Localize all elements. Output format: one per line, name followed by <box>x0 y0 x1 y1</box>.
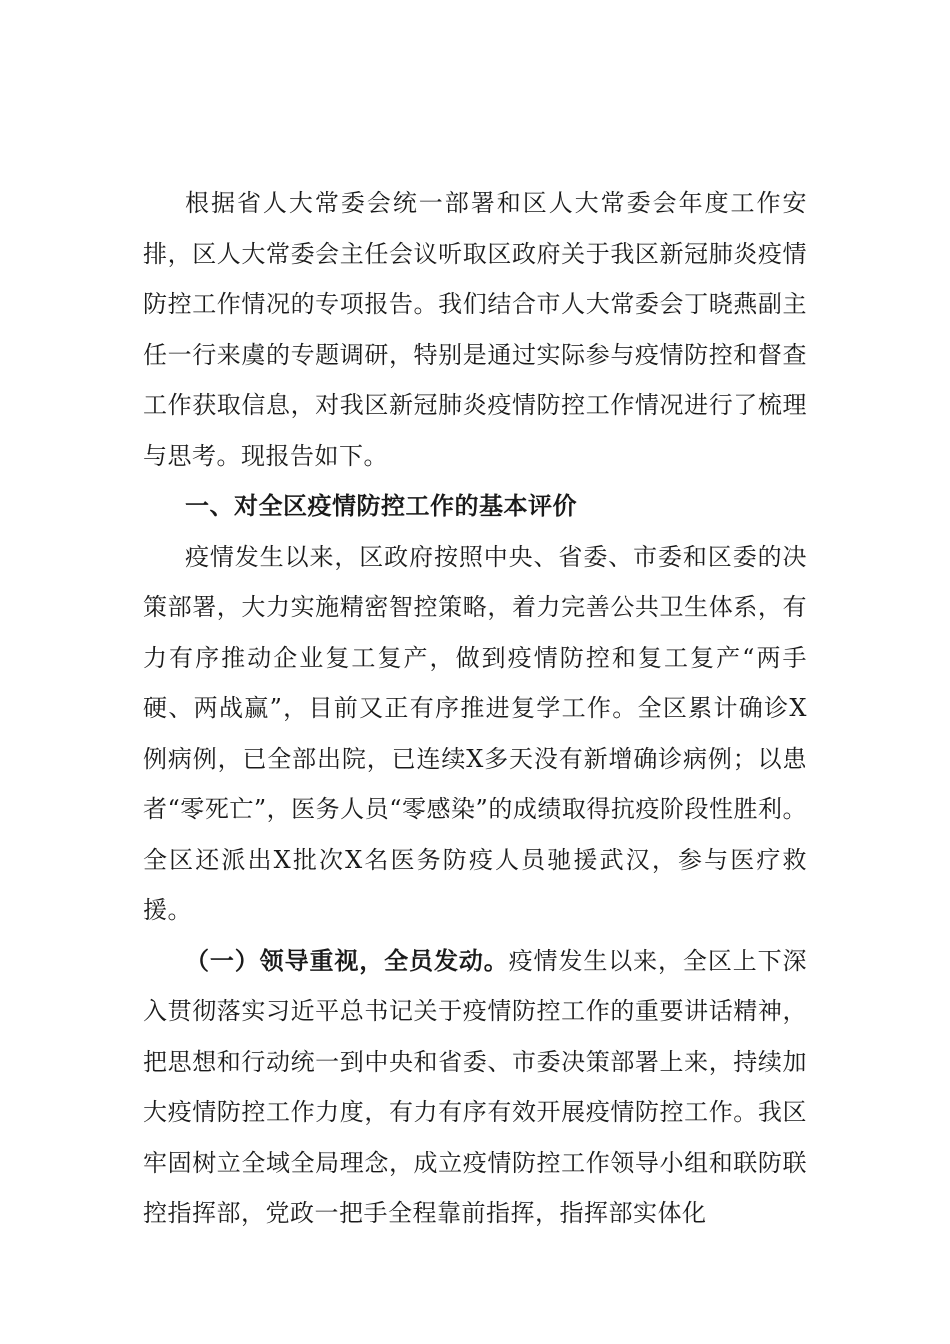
subsection-lead-title: （一）领导重视，全员发动。 <box>185 945 509 975</box>
subsection-paragraph-leadership <box>143 936 807 1239</box>
subsection-body-text: 疫情发生以来，全区上下深入贯彻落实习近平总书记关于疫情防控工作的重要讲话精神，把思想和行动统一到中央和省委、市委决策部署上来，持续加大疫情防控工作力度，有力有序有效开展疫情防控工作。我区牢固树立全域全局理念，成立疫情防控工作领导小组和联防联控指挥部，党政一把手全程靠前指挥，指挥部实体化 <box>143 946 808 1227</box>
intro-paragraph: 根据省人大常委会统一部署和区人大常委会年度工作安排，区人大常委会主任会议听取区政府关于我区新冠肺炎疫情防控工作情况的专项报告。我们结合市人大常委会丁晓燕副主任一行来虞的专题调研，特别是通过实际参与疫情防控和督查工作获取信息，对我区新冠肺炎疫情防控工作情况进行了梳理与思考。现报告如下。 <box>143 189 807 470</box>
section-paragraph-evaluation: 疫情发生以来，区政府按照中央、省委、市委和区委的决策部署，大力实施精密智控策略，着力完善公共卫生体系，有力有序推动企业复工复产，做到疫情防控和复工复产“两手硬、两战赢”，目前又正有序推进复学工作。全区累计确诊X例病例，已全部出院，已连续X多天没有新增确诊病例；以患者“零死亡”，医务人员“零感染”的成绩取得抗疫阶段性胜利。全区还派出X批次X名医务防疫人员驰援武汉，参与医疗救援。 <box>143 542 807 924</box>
document-body <box>143 178 807 1239</box>
section-heading-basic-evaluation: 一、对全区疫情防控工作的基本评价 <box>185 491 577 520</box>
